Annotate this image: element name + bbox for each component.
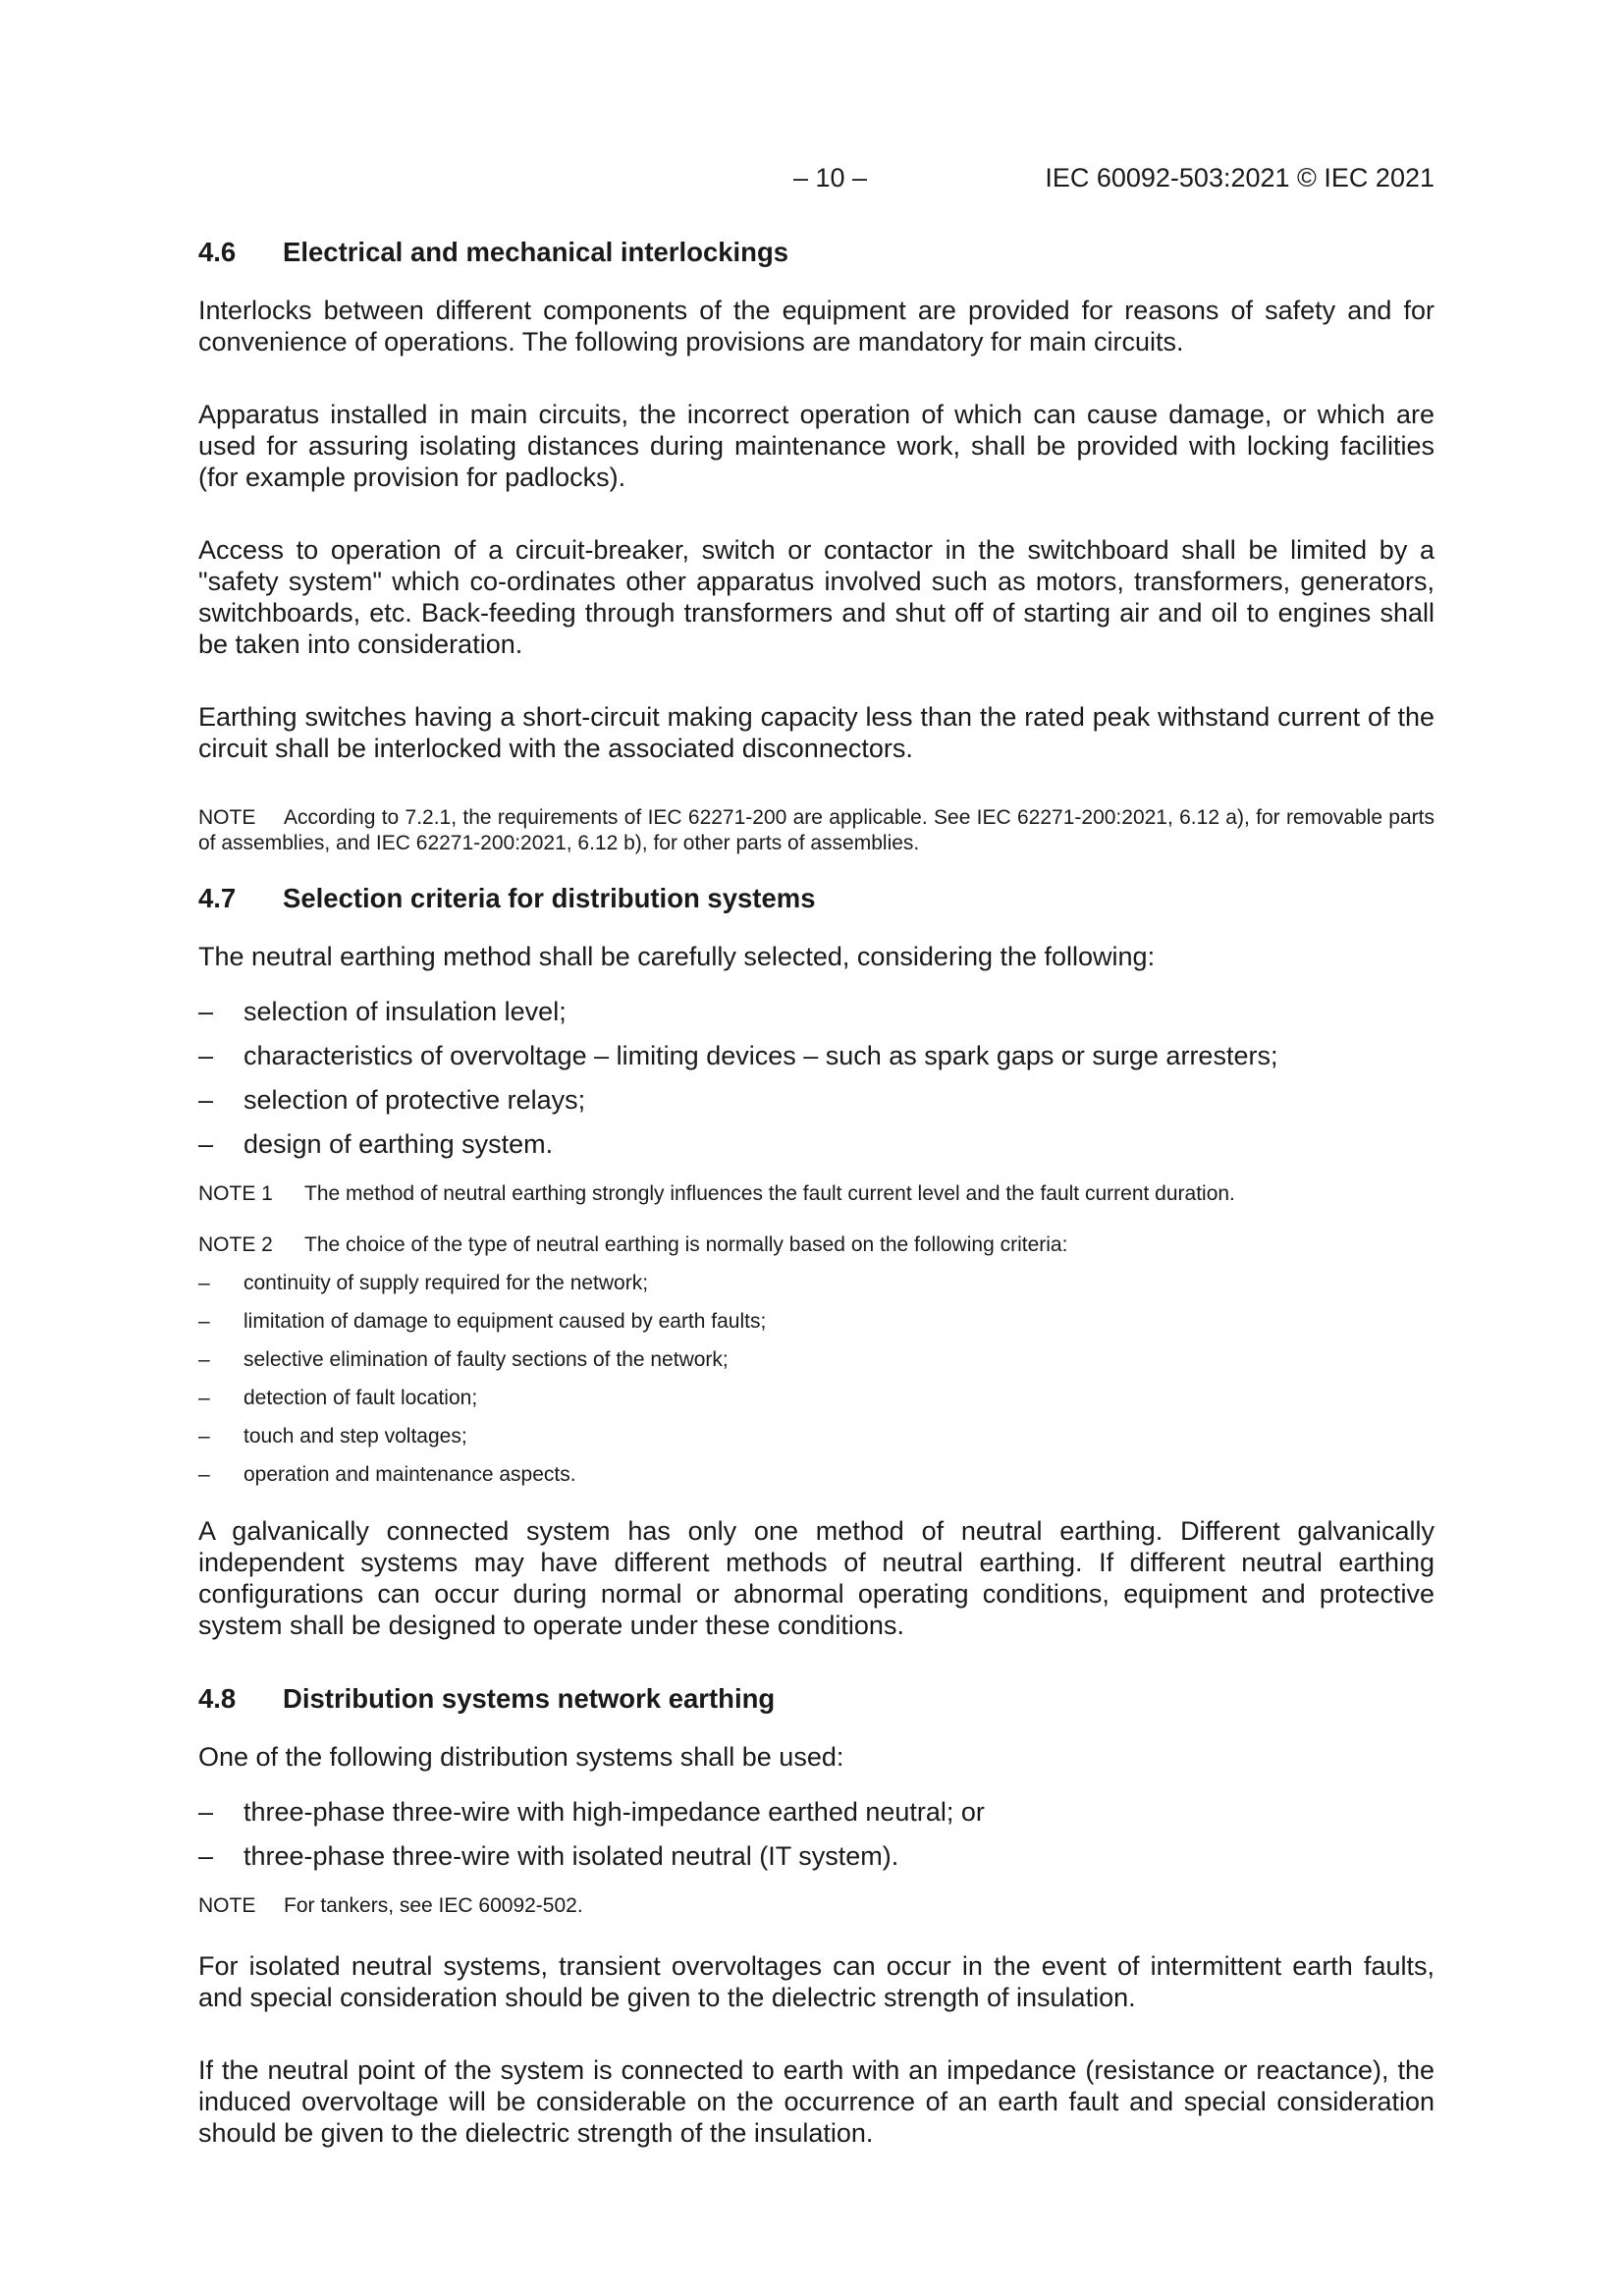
- dash-marker: –: [198, 1387, 210, 1409]
- list-item: – detection of fault location;: [198, 1387, 478, 1409]
- paragraph: If the neutral point of the system is connected to earth with an impedance (resistance or reactance), the induced overvoltage will be considerable on the occurrence of an earth fault and special consideration should be given to the dielectric strength of the insulation.: [198, 2055, 1434, 2148]
- section-number: 4.7: [198, 883, 237, 913]
- dash-marker: –: [198, 1041, 214, 1070]
- dash-marker: –: [198, 1310, 210, 1333]
- section-number: 4.8: [198, 1683, 237, 1714]
- note-text: For tankers, see IEC 60092-502.: [284, 1894, 583, 1917]
- list-item: – three-phase three-wire with isolated neutral (IT system).: [198, 1841, 899, 1871]
- dash-marker: –: [198, 1463, 210, 1486]
- dash-marker: –: [198, 1129, 214, 1159]
- list-item: – characteristics of overvoltage – limiting devices – such as spark gaps or surge arresters;: [198, 1041, 1278, 1070]
- paragraph: Earthing switches having a short-circuit making capacity less than the rated peak withstand current of the circuit shall be interlocked with the associated disconnectors.: [198, 702, 1434, 763]
- section-heading-4-8: [198, 1682, 1434, 1716]
- paragraph: One of the following distribution systems shall be used:: [198, 1742, 844, 1772]
- systems-list: [198, 1796, 1434, 1872]
- section-heading-4-7: [198, 882, 1434, 915]
- section-title: Selection criteria for distribution systems: [283, 883, 816, 913]
- dash-marker: –: [198, 1085, 214, 1115]
- section-heading-4-6: [198, 236, 1434, 269]
- note-label: NOTE: [198, 1894, 256, 1917]
- paragraph: For isolated neutral systems, transient overvoltages can occur in the event of intermittent earth faults, and special consideration should be given to the dielectric strength of insulation.: [198, 1951, 1434, 2012]
- note-1: [198, 1181, 1434, 1207]
- list-item: – three-phase three-wire with high-impedance earthed neutral; or: [198, 1797, 985, 1827]
- note: [198, 805, 1434, 856]
- paragraph: Apparatus installed in main circuits, the incorrect operation of which can cause damage, or which are used for assuring isolating distances during maintenance work, shall be provided with locking facilities (for example provision for padlocks).: [198, 400, 1434, 492]
- dash-marker: –: [198, 1797, 214, 1827]
- list-item: – continuity of supply required for the network;: [198, 1272, 649, 1294]
- section-title: Distribution systems network earthing: [283, 1683, 776, 1714]
- note-label: NOTE 1: [198, 1182, 273, 1205]
- list-item: – selective elimination of faulty sections of the network;: [198, 1348, 729, 1371]
- paragraph: Access to operation of a circuit-breaker, switch or contactor in the switchboard shall be limited by a "safety system" which co-ordinates other apparatus involved such as motors, transformers, generators, switchboards, etc. Back-feeding through transformers and shut off of starting air and oil to engines shall be taken into consideration.: [198, 535, 1434, 659]
- paragraph: A galvanically connected system has only one method of neutral earthing. Different galvanically independent systems may have different methods of neutral earthing. If different neutral earthing configurations can occur during normal or abnormal operating conditions, equipment and protective system shall be designed to operate under these conditions.: [198, 1516, 1434, 1640]
- note-text: The choice of the type of neutral earthing is normally based on the following criteria:: [304, 1233, 1068, 1256]
- standard-reference: IEC 60092-503:2021 © IEC 2021: [1045, 163, 1434, 192]
- note: [198, 1893, 1434, 1919]
- dash-marker: –: [198, 997, 214, 1026]
- page-header: [198, 160, 1434, 195]
- list-item: – touch and step voltages;: [198, 1425, 467, 1448]
- list-item: – selection of insulation level;: [198, 997, 567, 1026]
- section-number: 4.6: [198, 237, 237, 267]
- list-item: – selection of protective relays;: [198, 1085, 586, 1115]
- note-2: [198, 1232, 1434, 1488]
- note-label: NOTE: [198, 806, 256, 829]
- dash-marker: –: [198, 1425, 210, 1448]
- dash-marker: –: [198, 1272, 210, 1294]
- list-item: – limitation of damage to equipment caused by earth faults;: [198, 1310, 767, 1333]
- page-number: – 10 –: [793, 163, 868, 192]
- criteria-list: [198, 996, 1434, 1160]
- paragraph: The neutral earthing method shall be carefully selected, considering the following:: [198, 942, 1156, 971]
- list-item: – operation and maintenance aspects.: [198, 1463, 576, 1486]
- list-item: – design of earthing system.: [198, 1129, 554, 1159]
- page-content: [198, 236, 1434, 2190]
- dash-marker: –: [198, 1841, 214, 1871]
- section-title: Electrical and mechanical interlockings: [283, 237, 789, 267]
- note-label: NOTE 2: [198, 1233, 273, 1256]
- note-text: According to 7.2.1, the requirements of IEC 62271-200 are applicable. See IEC 62271-200:2021, 6.12 a), for removable parts of assemblies, and IEC 62271-200:2021, 6.12 b), for other parts of assemblies.: [198, 806, 1434, 854]
- dash-marker: –: [198, 1348, 210, 1371]
- note-criteria-list: [198, 1271, 1434, 1488]
- paragraph: Interlocks between different components of the equipment are provided for reasons of safety and for convenience of operations. The following provisions are mandatory for main circuits.: [198, 296, 1434, 356]
- note-text: The method of neutral earthing strongly influences the fault current level and the fault current duration.: [304, 1182, 1235, 1205]
